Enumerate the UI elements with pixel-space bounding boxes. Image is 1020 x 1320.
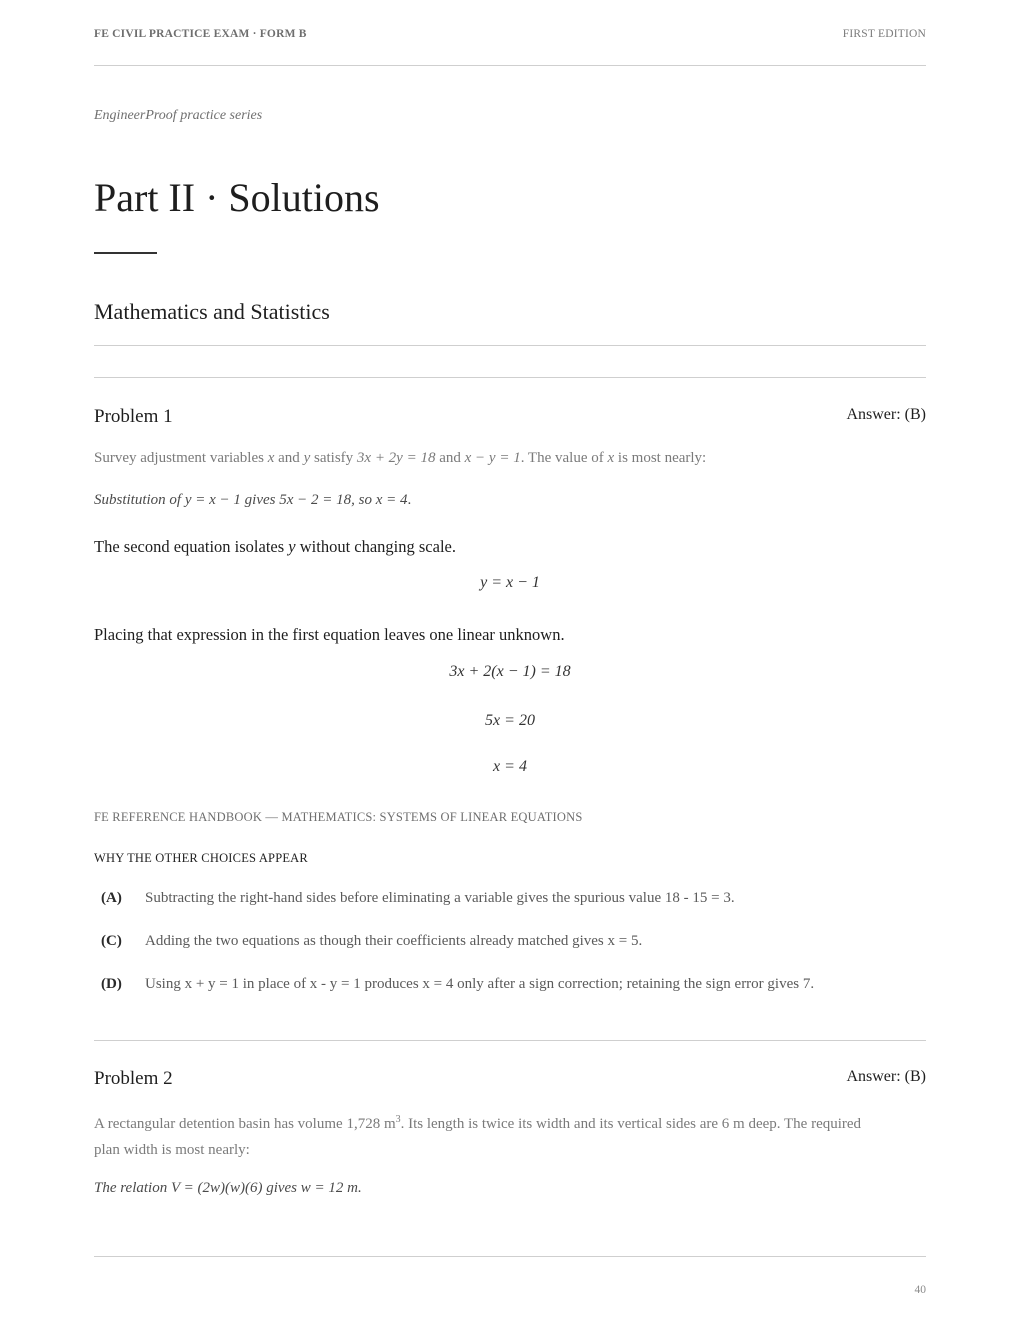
title-underline — [94, 252, 157, 254]
problem-1-equation-2: 3x + 2(x − 1) = 18 — [449, 663, 571, 680]
problem-1-step-2: Placing that expression in the first equation leaves one linear unknown. — [94, 625, 565, 644]
problem-1-answer: Answer: (B) — [846, 406, 926, 423]
header-exam-title: FE CIVIL PRACTICE EXAM · FORM B — [94, 28, 307, 40]
choice-letter: (A) — [101, 890, 122, 906]
running-header — [94, 28, 926, 42]
part-title: Part II · Solutions — [94, 175, 380, 220]
choice-explanation: Subtracting the right-hand sides before eliminating a variable gives the spurious value 18 - 15 = 3. — [145, 890, 735, 906]
problem-2-hint: The relation V = (2w)(w)(6) gives w = 12 m. — [94, 1180, 362, 1196]
problem-2-stem: A rectangular detention basin has volume 1,728 $m^3$. Its length is twice its width and its vertical sides are 6 m deep. The required plan width is most nearly: — [94, 1114, 862, 1158]
handbook-reference: FE REFERENCE HANDBOOK — MATHEMATICS: SYSTEMS OF LINEAR EQUATIONS — [94, 810, 583, 824]
header-divider — [94, 65, 926, 66]
header-edition: FIRST EDITION — [842, 28, 926, 40]
page — [94, 0, 926, 1320]
problem-2-heading: Problem 2 — [94, 1068, 173, 1089]
problem-1-equation-1: y = x − 1 — [480, 574, 540, 591]
problem-2-answer: Answer: (B) — [846, 1068, 926, 1085]
problem-1-stem: Survey adjustment variables x and y satisfy 3x + 2y = 18 and x − y = 1. The value of x is most nearly: — [94, 450, 707, 466]
problem-1-equation-4: x = 4 — [493, 758, 527, 775]
other-choices-heading: WHY THE OTHER CHOICES APPEAR — [94, 851, 308, 865]
series-label: EngineerProof practice series — [94, 108, 263, 123]
choice-letter: (D) — [101, 976, 122, 992]
problem-2-divider — [94, 1040, 926, 1041]
choice-letter: (C) — [101, 933, 122, 949]
problem-1-step-1: The second equation isolates y without changing scale. — [94, 537, 456, 556]
problem-1-divider — [94, 377, 926, 378]
page-number: 40 — [914, 1284, 926, 1296]
problem-1-heading: Problem 1 — [94, 406, 173, 427]
choice-explanation: Using x + y = 1 in place of x - y = 1 produces x = 4 only after a sign correction; retaining the sign error gives 7. — [145, 976, 815, 992]
section-title: Mathematics and Statistics — [94, 299, 330, 324]
problem-1-equation-3: 5x = 20 — [485, 712, 535, 729]
section-divider — [94, 345, 926, 346]
choice-explanation: Adding the two equations as though their coefficients already matched gives x = 5. — [145, 933, 643, 949]
footer-divider — [94, 1256, 926, 1257]
problem-1-hint: Substitution of y = x − 1 gives 5x − 2 = 18, so x = 4. — [94, 492, 412, 508]
